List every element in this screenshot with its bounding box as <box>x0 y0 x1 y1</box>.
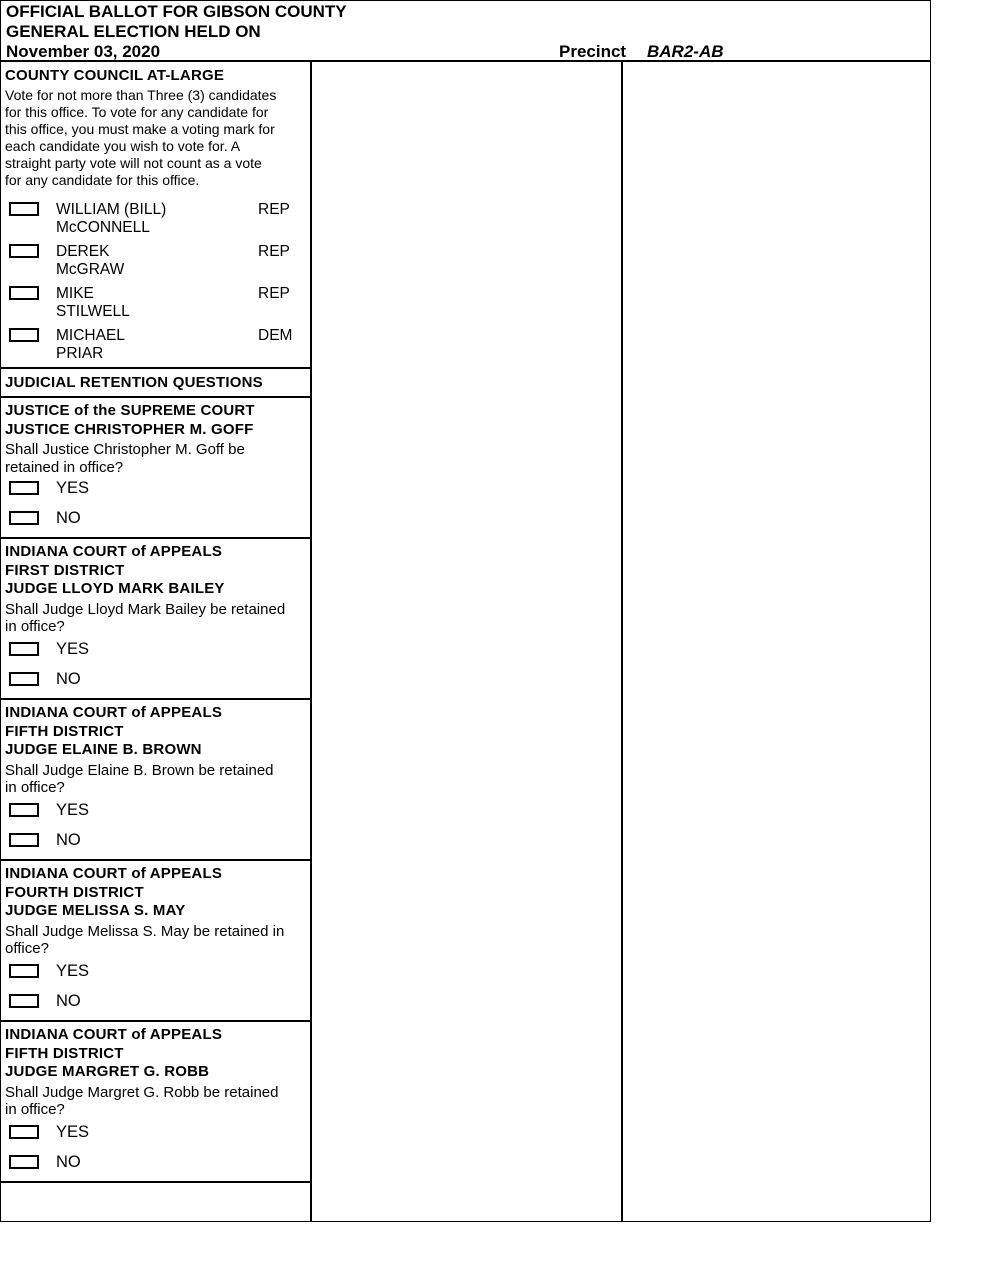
retention-question-goff <box>1 398 311 539</box>
no-vote-oval[interactable] <box>9 511 39 525</box>
retention-question-brown <box>1 700 311 861</box>
retention-question-bailey <box>1 539 311 700</box>
section-heading: JUDICIAL RETENTION QUESTIONS <box>5 374 263 391</box>
yes-label: YES <box>56 640 90 658</box>
question-title-line: JUDGE LLOYD MARK BAILEY <box>5 580 225 597</box>
no-vote-oval[interactable] <box>9 1155 39 1169</box>
yes-label: YES <box>56 1123 90 1141</box>
question-text-line: in office? <box>5 1101 65 1118</box>
question-text-line: Shall Judge Elaine B. Brown be retained <box>5 761 274 779</box>
question-title-line: JUSTICE of the SUPREME COURT <box>5 402 255 419</box>
question-text <box>1 601 311 636</box>
yes-label: YES <box>56 801 90 819</box>
instruction-line: for any candidate for this office. <box>5 171 200 188</box>
candidate-name-line: McCONNELL <box>56 219 150 236</box>
no-label: NO <box>56 509 81 527</box>
question-title-line: FIRST DISTRICT <box>5 561 125 579</box>
question-text-line: in office? <box>5 779 65 796</box>
question-title-line: JUDGE MARGRET G. ROBB <box>5 1063 210 1080</box>
yes-vote-oval[interactable] <box>9 642 39 656</box>
question-text <box>1 923 311 958</box>
candidate-name-line: MICHAEL <box>56 327 125 344</box>
precinct-label: Precinct <box>559 42 627 61</box>
candidate-name <box>56 201 166 237</box>
vote-oval[interactable] <box>9 328 39 342</box>
contest-instructions <box>1 87 311 189</box>
question-text <box>1 441 311 476</box>
question-title <box>1 704 311 760</box>
question-text <box>1 762 311 797</box>
retention-question-robb <box>1 1022 311 1183</box>
question-title <box>1 1026 311 1082</box>
column-divider-2 <box>621 62 623 1222</box>
question-text-line: office? <box>5 940 49 957</box>
question-text-line: retained in office? <box>5 458 124 476</box>
candidate-row <box>1 285 311 325</box>
candidate-party: REP <box>258 201 290 218</box>
question-title-line: FIFTH DISTRICT <box>5 1044 124 1062</box>
question-text-line: Shall Judge Margret G. Robb be retained <box>5 1083 279 1101</box>
question-text-line: Shall Judge Lloyd Mark Bailey be retained <box>5 600 286 618</box>
question-title <box>1 543 311 599</box>
question-title-line: INDIANA COURT of APPEALS <box>5 1026 223 1043</box>
question-title-line: FOURTH DISTRICT <box>5 883 144 901</box>
no-vote-oval[interactable] <box>9 672 39 686</box>
no-vote-oval[interactable] <box>9 833 39 847</box>
yes-vote-oval[interactable] <box>9 1125 39 1139</box>
instruction-line: this office, you must make a voting mark for <box>5 120 275 137</box>
instruction-line: Vote for not more than Three (3) candidates <box>5 86 277 103</box>
header-title-line-1: OFFICIAL BALLOT FOR GIBSON COUNTY <box>6 2 347 21</box>
question-text-line: in office? <box>5 618 65 635</box>
candidate-row <box>1 243 311 283</box>
no-label: NO <box>56 1153 81 1171</box>
candidate-name-line: WILLIAM (BILL) <box>56 201 167 218</box>
contest-title: COUNTY COUNCIL AT-LARGE <box>5 67 225 84</box>
question-title-line: JUDGE ELAINE B. BROWN <box>5 741 202 758</box>
yes-vote-oval[interactable] <box>9 964 39 978</box>
no-label: NO <box>56 831 81 849</box>
question-title <box>1 865 311 921</box>
candidate-name <box>56 243 124 279</box>
retention-question-may <box>1 861 311 1022</box>
candidate-name-line: McGRAW <box>56 261 125 278</box>
question-text-line: Shall Justice Christopher M. Goff be <box>5 441 245 458</box>
candidate-name-line: DEREK <box>56 243 110 260</box>
candidate-party: REP <box>258 243 290 260</box>
question-title-line: JUDGE MELISSA S. MAY <box>5 902 186 919</box>
yes-vote-oval[interactable] <box>9 481 39 495</box>
vote-oval[interactable] <box>9 202 39 216</box>
candidate-row <box>1 201 311 241</box>
retention-heading-section <box>1 369 311 398</box>
question-text <box>1 1084 311 1119</box>
question-title-line: INDIANA COURT of APPEALS <box>5 543 223 560</box>
candidate-party: REP <box>258 285 290 302</box>
question-title <box>1 402 311 439</box>
question-title-line: JUSTICE CHRISTOPHER M. GOFF <box>5 420 254 438</box>
yes-label: YES <box>56 479 90 497</box>
instruction-line: straight party vote will not count as a vote <box>5 154 262 171</box>
ballot-header <box>1 1 930 62</box>
vote-oval[interactable] <box>9 286 39 300</box>
question-text-line: Shall Judge Melissa S. May be retained in <box>5 922 285 940</box>
candidate-party: DEM <box>258 327 293 344</box>
no-vote-oval[interactable] <box>9 994 39 1008</box>
candidate-name-line: PRIAR <box>56 345 104 362</box>
no-label: NO <box>56 670 81 688</box>
instruction-line: each candidate you wish to vote for. A <box>5 137 241 154</box>
candidate-name-line: MIKE <box>56 285 94 302</box>
question-title-line: INDIANA COURT of APPEALS <box>5 704 223 721</box>
question-title-line: FIFTH DISTRICT <box>5 722 124 740</box>
candidate-name <box>56 327 125 363</box>
candidate-row <box>1 327 311 367</box>
vote-oval[interactable] <box>9 244 39 258</box>
instruction-line: for this office. To vote for any candidate for <box>5 103 269 120</box>
ballot-column-1 <box>1 62 311 1222</box>
question-title-line: INDIANA COURT of APPEALS <box>5 865 223 882</box>
no-label: NO <box>56 992 81 1010</box>
county-council-section <box>1 62 311 369</box>
candidate-name-line: STILWELL <box>56 303 130 320</box>
precinct-value: BAR2-AB <box>647 42 724 61</box>
header-title-line-2: GENERAL ELECTION HELD ON <box>6 22 261 41</box>
yes-label: YES <box>56 962 90 980</box>
candidate-name <box>56 285 130 321</box>
yes-vote-oval[interactable] <box>9 803 39 817</box>
header-election-date: November 03, 2020 <box>6 42 161 61</box>
